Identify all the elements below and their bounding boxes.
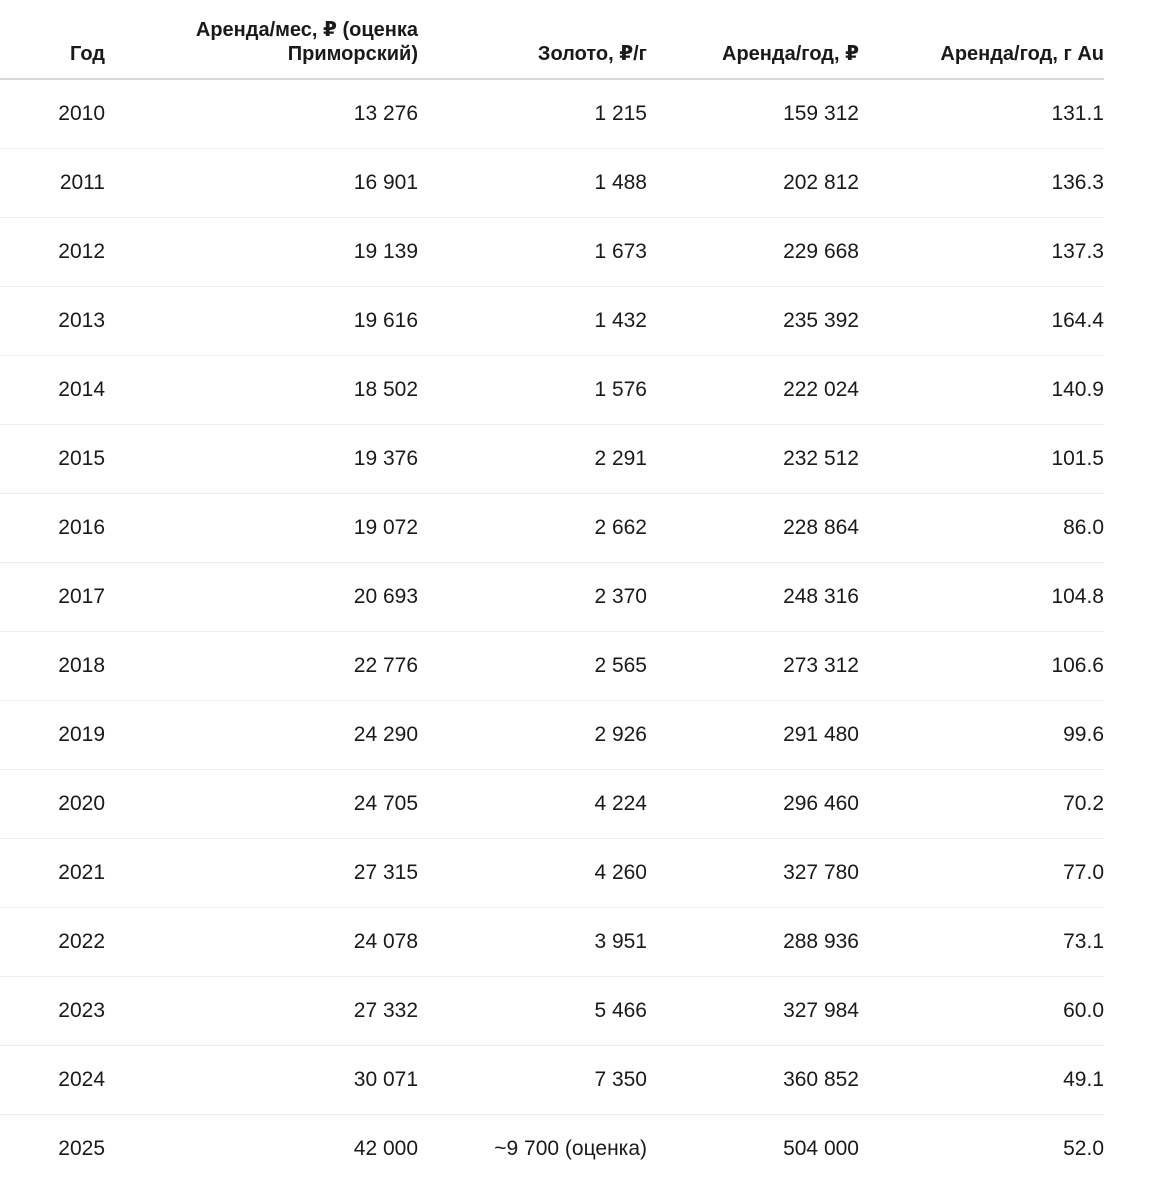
cell-gold-price: 1 432: [418, 287, 647, 356]
cell-gold-price: 4 260: [418, 839, 647, 908]
table-row: [0, 79, 1104, 149]
cell-year: 2021: [0, 839, 105, 908]
table-row: [0, 149, 1104, 218]
cell-rent-year-rub: 235 392: [647, 287, 859, 356]
cell-gold-price: 2 565: [418, 632, 647, 701]
cell-rent-month: 16 901: [105, 149, 418, 218]
cell-rent-month: 27 332: [105, 977, 418, 1046]
table-row: [0, 1115, 1104, 1184]
cell-year: 2013: [0, 287, 105, 356]
cell-year: 2025: [58, 1137, 105, 1161]
cell-rent-month: 30 071: [105, 1046, 418, 1115]
cell-rent-year-rub: 159 312: [647, 79, 859, 149]
cell-gold-price: 1 673: [418, 218, 647, 287]
cell-rent-month: 19 376: [105, 425, 418, 494]
cell-rent-year-gold: 86.0: [859, 494, 1104, 563]
cell-rent-month: 24 290: [105, 701, 418, 770]
cell-rent-year-gold: 137.3: [859, 218, 1104, 287]
table-row: [0, 287, 1104, 356]
cell-gold-price: 1 215: [418, 79, 647, 149]
cell-rent-month: 19 072: [105, 494, 418, 563]
header-rent-year-gold[interactable]: Аренда/год, г Au: [859, 18, 1104, 79]
cell-rent-year-gold: 140.9: [859, 356, 1104, 425]
cell-rent-month: 27 315: [105, 839, 418, 908]
table-body: [0, 79, 1104, 1183]
cell-year: 2018: [0, 632, 105, 701]
table-row: [0, 632, 1104, 701]
cell-year: 2019: [0, 701, 105, 770]
cell-rent-year-gold: 104.8: [859, 563, 1104, 632]
header-year[interactable]: Год: [0, 18, 105, 79]
cell-rent-year-gold: 77.0: [859, 839, 1104, 908]
cell-year: 2010: [0, 79, 105, 149]
cell-rent-year-gold: 52.0: [1063, 1137, 1104, 1161]
cell-rent-month: 22 776: [105, 632, 418, 701]
cell-year: 2016: [0, 494, 105, 563]
cell-rent-year-rub: 273 312: [647, 632, 859, 701]
cell-rent-year-gold: 60.0: [859, 977, 1104, 1046]
cell-gold-price: 4 224: [418, 770, 647, 839]
cell-rent-year-rub: 248 316: [647, 563, 859, 632]
cell-rent-month: 24 078: [105, 908, 418, 977]
cell-rent-year-rub: 360 852: [647, 1046, 859, 1115]
cell-year: 2015: [0, 425, 105, 494]
header-row: [0, 18, 1104, 79]
table-row: [0, 425, 1104, 494]
cell-rent-year-gold: 49.1: [859, 1046, 1104, 1115]
cell-gold-price: ~9 700 (оценка): [494, 1137, 647, 1161]
cell-rent-year-gold: 136.3: [859, 149, 1104, 218]
cell-rent-year-gold: 164.4: [859, 287, 1104, 356]
table-row: [0, 1046, 1104, 1115]
cell-rent-year-rub: 296 460: [647, 770, 859, 839]
table-row: [0, 977, 1104, 1046]
header-rent-year-rub[interactable]: Аренда/год, ₽: [647, 18, 859, 79]
cell-year: 2012: [0, 218, 105, 287]
header-gold-price[interactable]: Золото, ₽/г: [418, 18, 647, 79]
cell-gold-price: 2 291: [418, 425, 647, 494]
cell-gold-price: 2 370: [418, 563, 647, 632]
cell-rent-year-rub: 504 000: [783, 1137, 859, 1161]
cell-rent-year-rub: 327 780: [647, 839, 859, 908]
cell-rent-month: 20 693: [105, 563, 418, 632]
cell-rent-year-rub: 288 936: [647, 908, 859, 977]
cell-rent-month: 24 705: [105, 770, 418, 839]
table-row: [0, 908, 1104, 977]
table-row: [0, 563, 1104, 632]
cell-rent-year-rub: 228 864: [647, 494, 859, 563]
cell-rent-year-rub: 202 812: [647, 149, 859, 218]
cell-rent-year-rub: 232 512: [647, 425, 859, 494]
cell-rent-year-gold: 99.6: [859, 701, 1104, 770]
cell-rent-month: 19 139: [105, 218, 418, 287]
cell-rent-year-rub: 222 024: [647, 356, 859, 425]
cell-gold-price: 5 466: [418, 977, 647, 1046]
cell-rent-year-rub: 229 668: [647, 218, 859, 287]
table-header: [0, 18, 1104, 79]
rent-gold-table: [0, 18, 1104, 1183]
cell-year: 2017: [0, 563, 105, 632]
cell-year: 2011: [0, 149, 105, 218]
cell-rent-month: 42 000: [353, 1137, 418, 1161]
cell-rent-month: 19 616: [105, 287, 418, 356]
table-row: [0, 770, 1104, 839]
cell-gold-price: 2 662: [418, 494, 647, 563]
cell-gold-price: 1 488: [418, 149, 647, 218]
cell-gold-price: 1 576: [418, 356, 647, 425]
cell-year: 2023: [0, 977, 105, 1046]
table-row: [0, 701, 1104, 770]
cell-rent-month: 13 276: [105, 79, 418, 149]
header-rent-month[interactable]: Аренда/мес, ₽ (оценка Приморский): [105, 18, 418, 79]
cell-rent-year-gold: 70.2: [859, 770, 1104, 839]
cell-rent-month: 18 502: [105, 356, 418, 425]
cell-rent-year-gold: 131.1: [859, 79, 1104, 149]
cell-year: 2014: [0, 356, 105, 425]
cell-gold-price: 2 926: [418, 701, 647, 770]
cell-year: 2020: [0, 770, 105, 839]
table-row: [0, 218, 1104, 287]
cell-rent-year-gold: 101.5: [859, 425, 1104, 494]
cell-gold-price: 3 951: [418, 908, 647, 977]
cell-rent-year-gold: 73.1: [859, 908, 1104, 977]
cell-gold-price: 7 350: [418, 1046, 647, 1115]
table-row: [0, 494, 1104, 563]
table-row: [0, 839, 1104, 908]
cell-year: 2022: [0, 908, 105, 977]
cell-year: 2024: [0, 1046, 105, 1115]
cell-rent-year-rub: 327 984: [647, 977, 859, 1046]
cell-rent-year-rub: 291 480: [647, 701, 859, 770]
cell-rent-year-gold: 106.6: [859, 632, 1104, 701]
table-row: [0, 356, 1104, 425]
